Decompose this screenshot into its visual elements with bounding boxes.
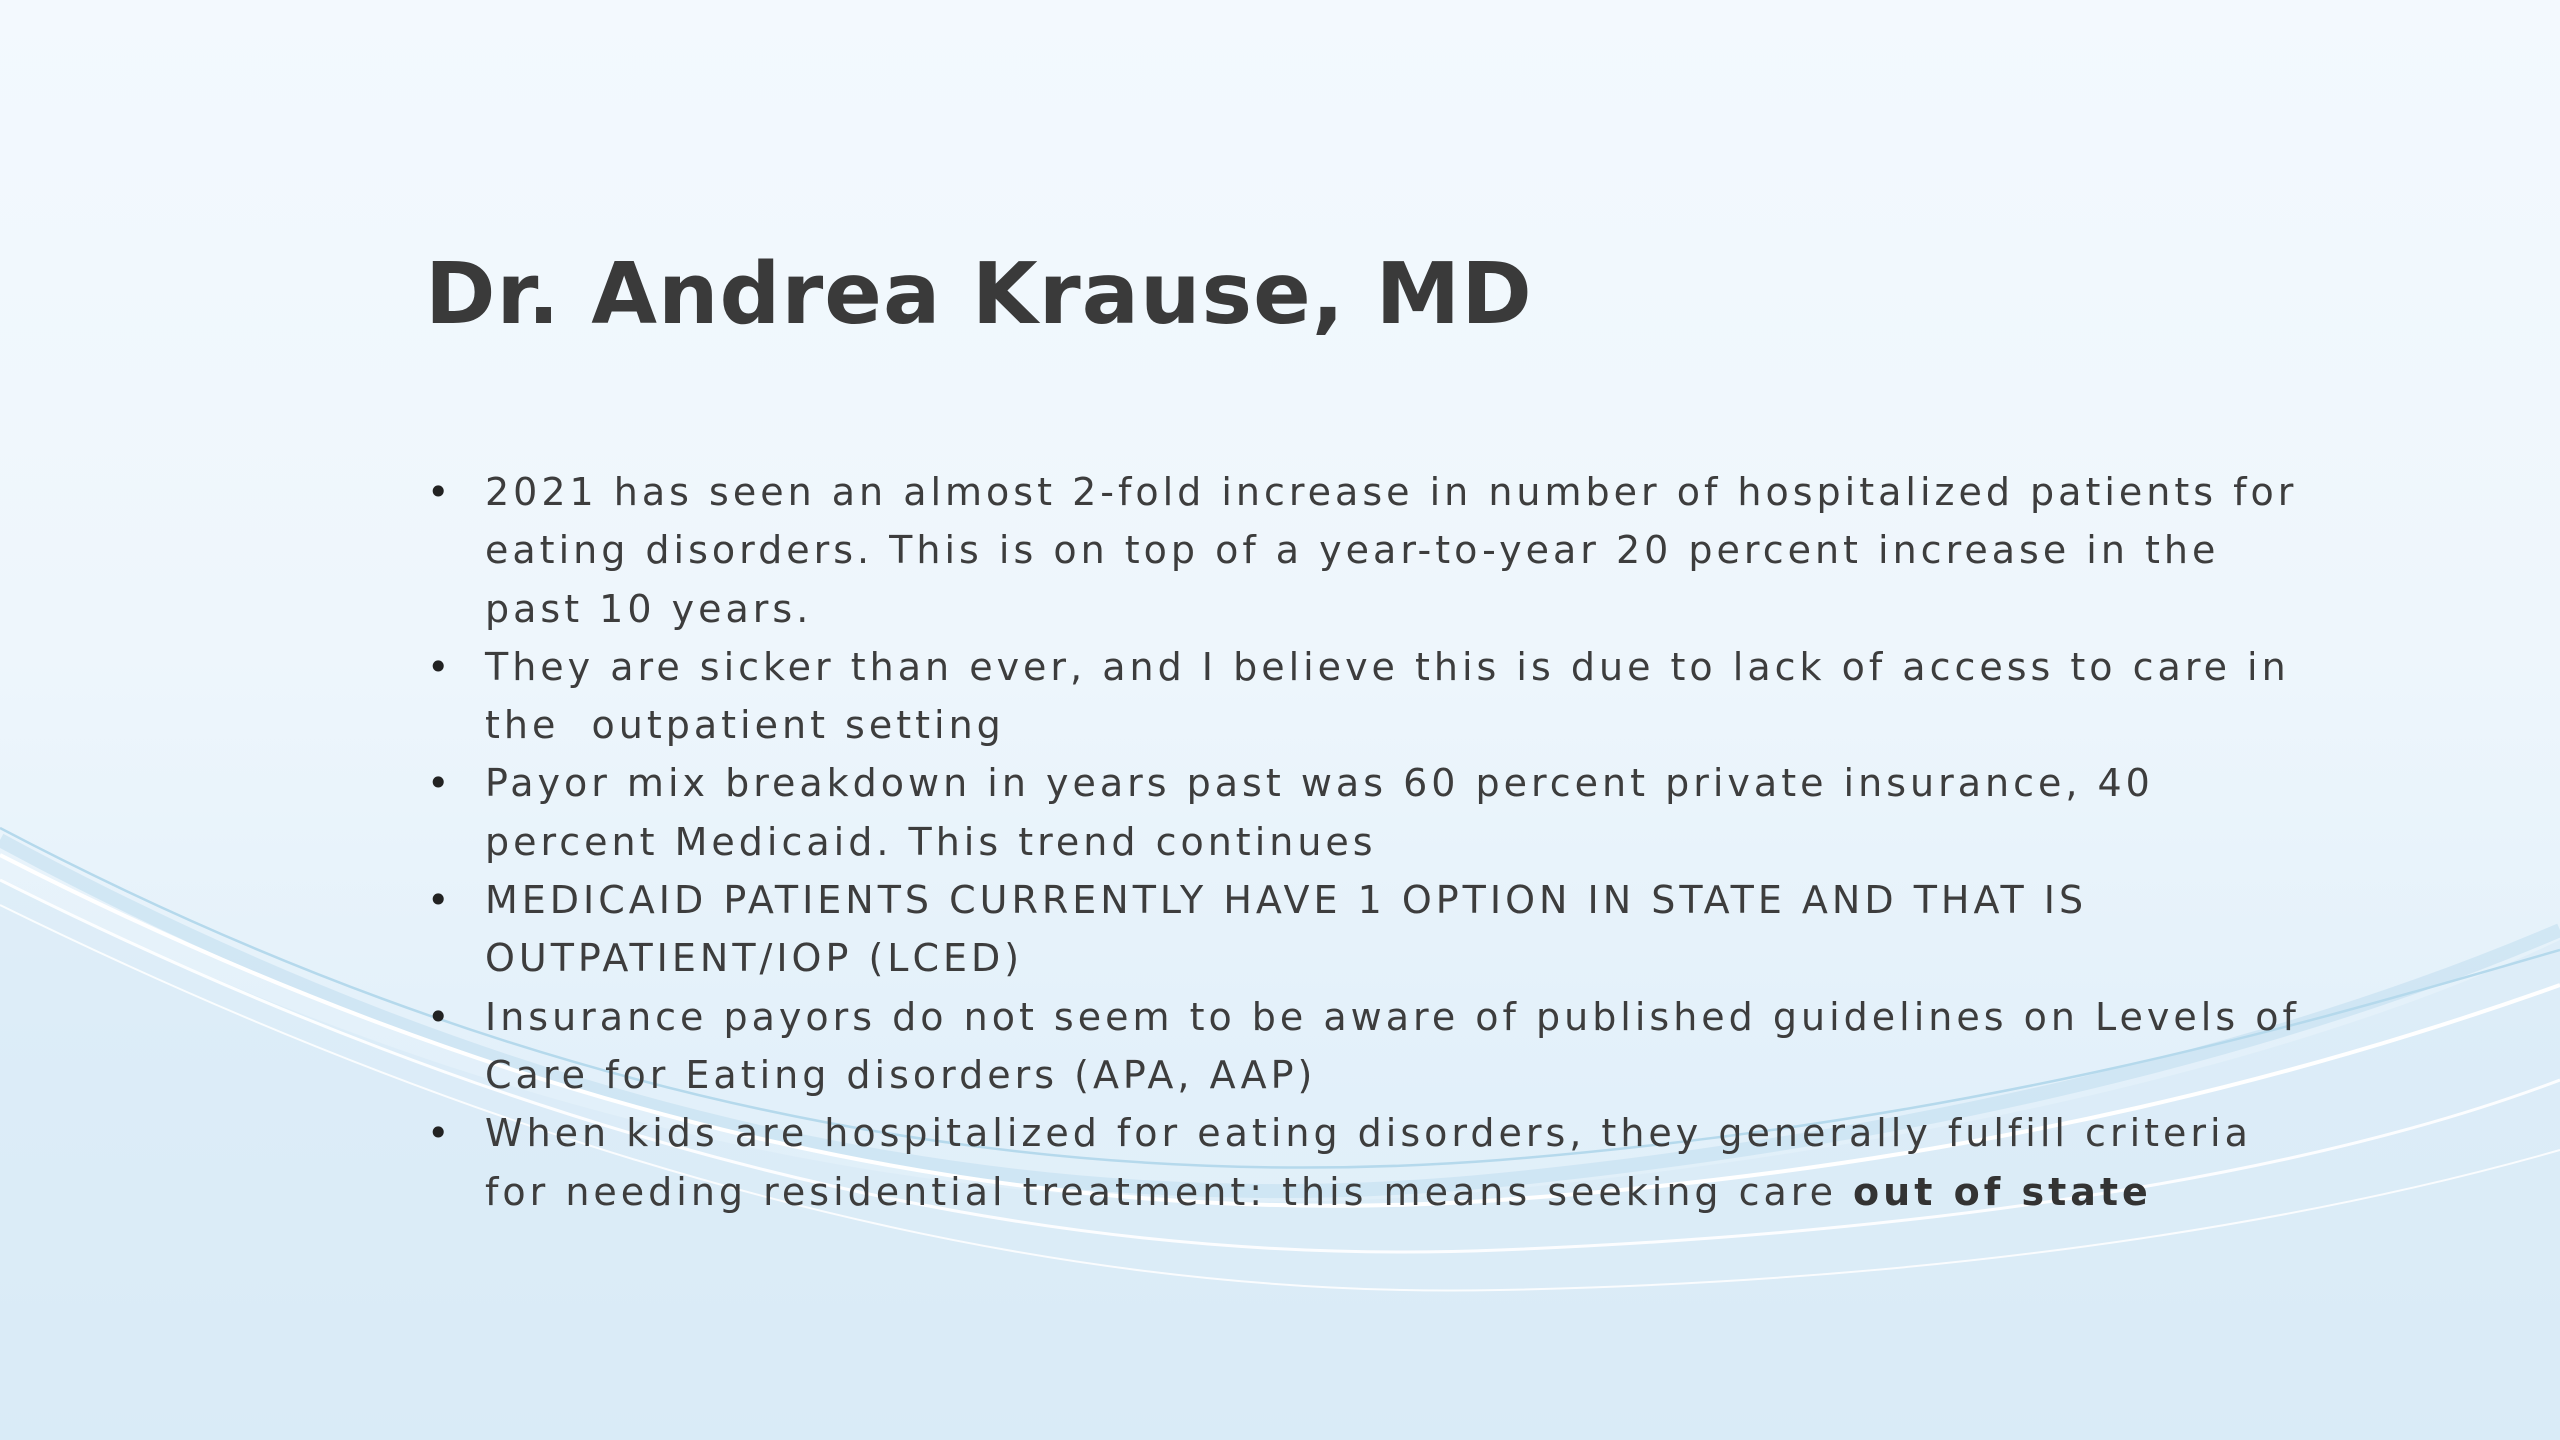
bullet-item bbox=[425, 638, 2305, 755]
bullet-marker: • bbox=[427, 994, 450, 1039]
bullet-text: Payor mix breakdown in years past was 60 percent private insurance, 40 percent Medicaid. This trend continues bbox=[485, 761, 2154, 864]
bullet-item bbox=[425, 754, 2305, 871]
slide-title: Dr. Andrea Krause, MD bbox=[425, 245, 1533, 344]
bullet-marker: • bbox=[427, 644, 450, 689]
bullet-item bbox=[425, 463, 2305, 638]
bullet-text: 2021 has seen an almost 2-fold increase in number of hospitalized patients for eating disorders. This is on top of a year-to-year 20 percent increase in the past 10 years. bbox=[485, 470, 2298, 631]
bullet-item bbox=[425, 988, 2305, 1105]
bullet-list bbox=[425, 463, 2305, 1221]
bullet-item bbox=[425, 1104, 2305, 1221]
bullet-text: They are sicker than ever, and I believe this is due to lack of access to care in the outpatient setting bbox=[485, 644, 2306, 748]
bullet-text: Insurance payors do not seem to be aware of published guidelines on Levels of Care for Eating disorders (APA, AAP) bbox=[485, 994, 2300, 1097]
bullet-marker: • bbox=[427, 761, 450, 806]
emphasized-text: out of state bbox=[1853, 1169, 2152, 1214]
bullet-marker: • bbox=[427, 878, 450, 923]
bullet-text: When kids are hospitalized for eating disorders, they generally fulfill criteria for needing residential treatment: this means seeking care bbox=[485, 1111, 2252, 1214]
bullet-text: MEDICAID PATIENTS CURRENTLY HAVE 1 OPTION IN STATE AND THAT IS OUTPATIENT/IOP (LCED) bbox=[485, 878, 2088, 981]
bullet-marker: • bbox=[427, 470, 450, 514]
bullet-item bbox=[425, 871, 2305, 988]
bullet-marker: • bbox=[427, 1111, 450, 1156]
